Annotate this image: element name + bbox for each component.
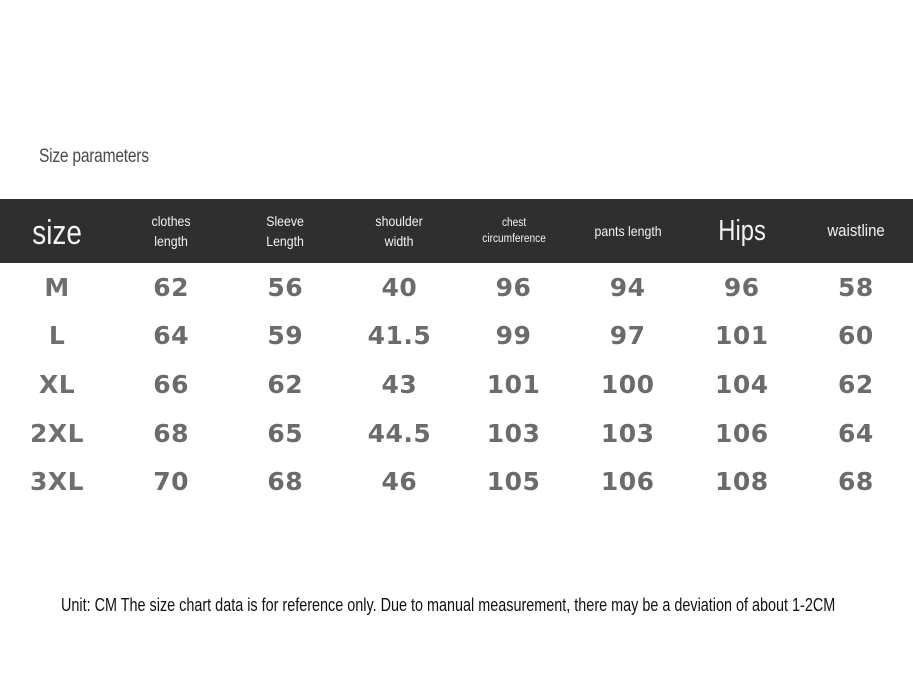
table-cell: 60	[838, 321, 874, 351]
table-cell: 70	[153, 467, 190, 497]
table-row	[0, 409, 913, 458]
table-cell: 62	[267, 369, 304, 399]
table-cell: 101	[714, 321, 769, 351]
header-chest-circumference: chest circumference	[481, 217, 546, 245]
table-cell: 41.5	[367, 321, 432, 351]
table-cell: 68	[267, 467, 304, 497]
table-cell: 2XL	[30, 418, 85, 448]
table-cell: 104	[714, 369, 769, 399]
table-cell: 40	[381, 272, 418, 302]
table-cell: M	[44, 272, 70, 302]
section-title: Size parameters	[39, 146, 149, 167]
header-waistline: waistline	[827, 221, 885, 240]
header-hips: Hips	[718, 215, 766, 247]
table-cell: 66	[153, 369, 190, 399]
header-shoulder-width: shoulder width	[375, 213, 424, 249]
table-header-row	[0, 199, 913, 263]
table-cell: 64	[153, 321, 190, 351]
table-cell: 44.5	[367, 418, 432, 448]
table-row	[0, 457, 913, 506]
header-sleeve-length: Sleeve Length	[266, 213, 305, 249]
table-cell: L	[48, 321, 66, 351]
table-cell: 65	[267, 418, 304, 448]
unit-footnote: Unit: CM The size chart data is for reference only. Due to manual measurement, there may be a deviation of about 1-2CM	[61, 595, 836, 615]
table-cell: XL	[38, 369, 76, 399]
table-cell: 43	[381, 369, 418, 399]
table-cell: 59	[267, 321, 304, 351]
table-cell: 96	[723, 272, 760, 302]
table-cell: 96	[495, 272, 532, 302]
table-cell: 3XL	[30, 467, 85, 497]
table-row	[0, 360, 913, 409]
table-cell: 62	[838, 369, 874, 399]
table-cell: 103	[486, 418, 541, 448]
size-chart-table	[0, 199, 913, 506]
table-cell: 99	[495, 321, 532, 351]
header-clothes-length: clothes length	[151, 213, 191, 249]
table-cell: 97	[609, 321, 646, 351]
table-cell: 106	[600, 467, 655, 497]
header-size: size	[32, 214, 82, 252]
table-cell: 46	[381, 467, 418, 497]
table-cell: 103	[600, 418, 655, 448]
header-pants-length: pants length	[594, 223, 662, 239]
table-cell: 94	[609, 272, 646, 302]
table-cell: 62	[153, 272, 190, 302]
table-cell: 56	[267, 272, 304, 302]
table-cell: 101	[486, 369, 541, 399]
table-row	[0, 263, 913, 312]
table-cell: 68	[153, 418, 190, 448]
table-cell: 68	[838, 467, 874, 497]
table-cell: 58	[838, 272, 874, 302]
table-cell: 64	[838, 418, 874, 448]
table-cell: 100	[600, 369, 655, 399]
table-cell: 105	[486, 467, 541, 497]
table-cell: 106	[714, 418, 769, 448]
table-cell: 108	[714, 467, 769, 497]
table-row	[0, 312, 913, 361]
